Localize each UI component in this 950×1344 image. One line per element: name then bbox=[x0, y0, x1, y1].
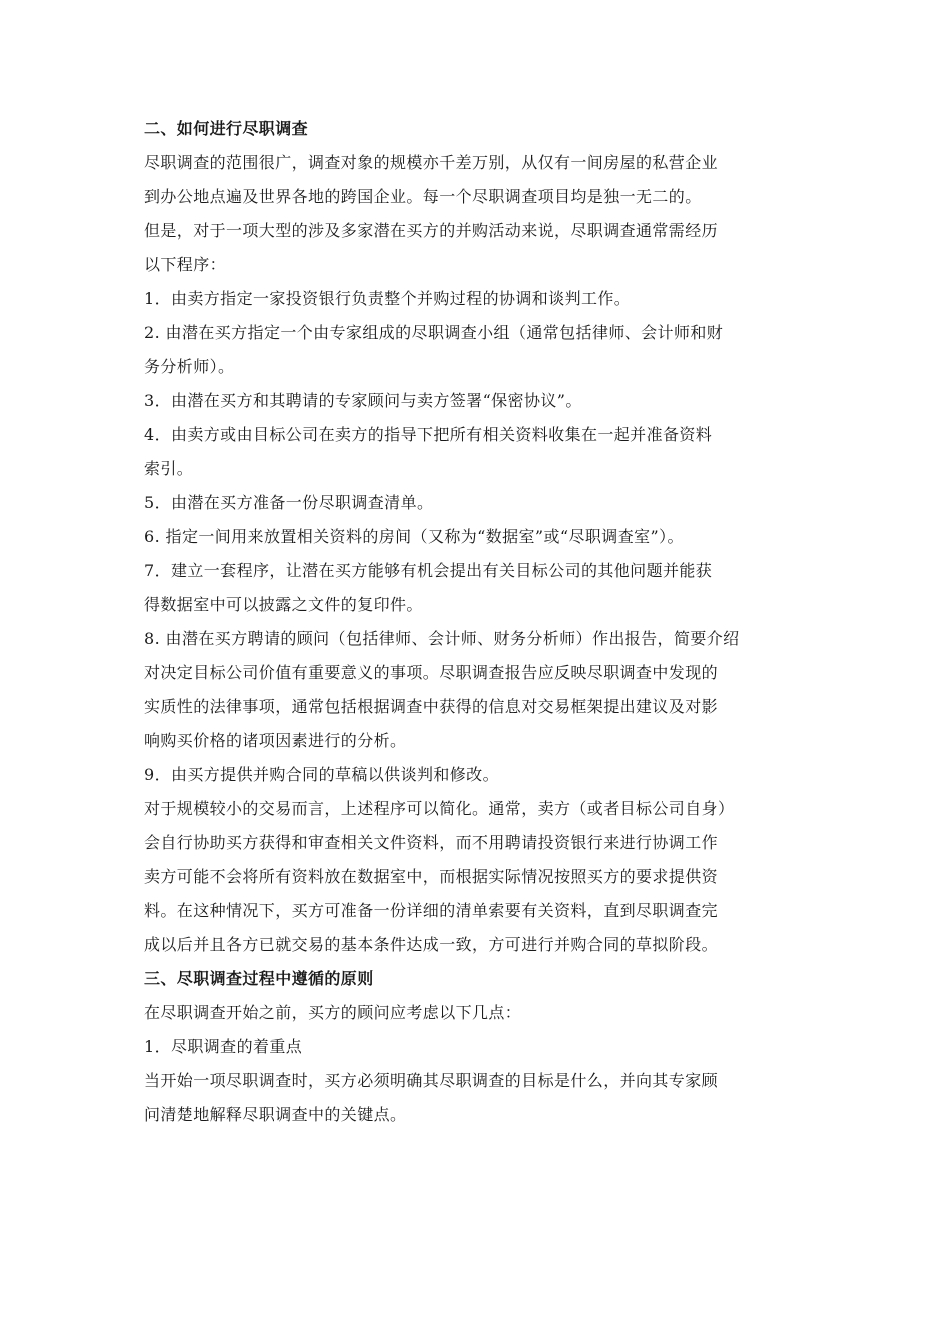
procedure-step-6 bbox=[144, 520, 806, 554]
section-3-intro: 在尽职调查开始之前，买方的顾问应考虑以下几点： bbox=[144, 1003, 522, 1022]
procedure-step-4 bbox=[144, 418, 806, 486]
procedure-step-2 bbox=[144, 316, 806, 384]
paragraph-line: 料。在这种情况下，买方可准备一份详细的清单索要有关资料，直到尽职调查完 bbox=[144, 901, 719, 920]
paragraph-line: 实质性的法律事项，通常包括根据调查中获得的信息对交易框架提出建议及对影 bbox=[144, 697, 719, 716]
paragraph-line: 响购买价格的诸项因素进行的分析。 bbox=[144, 731, 407, 750]
paragraph-line: 问清楚地解释尽职调查中的关键点。 bbox=[144, 1105, 407, 1124]
paragraph-line: 务分析师）。 bbox=[144, 357, 235, 376]
document-page bbox=[144, 112, 806, 1132]
point-1-title: 1．尽职调查的着重点 bbox=[144, 1037, 303, 1056]
paragraph-line: 尽职调查的范围很广，调查对象的规模亦千差万别，从仅有一间房屋的私营企业 bbox=[144, 153, 719, 172]
paragraph-line: 8. 由潜在买方聘请的顾问（包括律师、会计师、财务分析师）作出报告，简要介绍 bbox=[144, 629, 740, 648]
paragraph-line: 索引。 bbox=[144, 459, 194, 478]
paragraph-line: 但是，对于一项大型的涉及多家潜在买方的并购活动来说，尽职调查通常需经历 bbox=[144, 221, 719, 240]
procedure-list bbox=[144, 282, 806, 792]
point-1-body bbox=[144, 1064, 806, 1132]
procedure-step-9 bbox=[144, 758, 806, 792]
procedure-step-8 bbox=[144, 622, 806, 758]
paragraph-line: 得数据室中可以披露之文件的复印件。 bbox=[144, 595, 423, 614]
paragraph-line: 2. 由潜在买方指定一个由专家组成的尽职调查小组（通常包括律师、会计师和财 bbox=[144, 323, 724, 342]
paragraph-line: 以下程序： bbox=[144, 255, 227, 274]
section-2-closing bbox=[144, 792, 806, 962]
paragraph-line: 7．建立一套程序，让潜在买方能够有机会提出有关目标公司的其他问题并能获 bbox=[144, 561, 713, 580]
paragraph-line: 1．由卖方指定一家投资银行负责整个并购过程的协调和谈判工作。 bbox=[144, 289, 631, 308]
paragraph-line: 成以后并且各方已就交易的基本条件达成一致，方可进行并购合同的草拟阶段。 bbox=[144, 935, 719, 954]
procedure-step-5 bbox=[144, 486, 806, 520]
section-3-heading: 三、尽职调查过程中遵循的原则 bbox=[144, 969, 374, 988]
procedure-step-7 bbox=[144, 554, 806, 622]
section-2-heading: 二、如何进行尽职调查 bbox=[144, 119, 309, 138]
procedure-step-1 bbox=[144, 282, 806, 316]
paragraph-line: 9．由买方提供并购合同的草稿以供谈判和修改。 bbox=[144, 765, 499, 784]
paragraph-line: 当开始一项尽职调查时，买方必须明确其尽职调查的目标是什么，并向其专家顾 bbox=[144, 1071, 719, 1090]
procedure-step-3 bbox=[144, 384, 806, 418]
paragraph-line: 6. 指定一间用来放置相关资料的房间（又称为“数据室”或“尽职调查室”）。 bbox=[144, 527, 684, 546]
paragraph-line: 4．由卖方或由目标公司在卖方的指导下把所有相关资料收集在一起并准备资料 bbox=[144, 425, 713, 444]
paragraph-line: 到办公地点遍及世界各地的跨国企业。每一个尽职调查项目均是独一无二的。 bbox=[144, 187, 702, 206]
paragraph-line: 对于规模较小的交易而言，上述程序可以简化。通常，卖方（或者目标公司自身） bbox=[144, 799, 735, 818]
paragraph-line: 卖方可能不会将所有资料放在数据室中，而根据实际情况按照买方的要求提供资 bbox=[144, 867, 719, 886]
paragraph-line: 3．由潜在买方和其聘请的专家顾问与卖方签署“保密协议”。 bbox=[144, 391, 582, 410]
section-2-intro bbox=[144, 146, 806, 282]
paragraph-line: 5．由潜在买方准备一份尽职调查清单。 bbox=[144, 493, 434, 512]
paragraph-line: 会自行协助买方获得和审查相关文件资料，而不用聘请投资银行来进行协调工作 bbox=[144, 833, 719, 852]
paragraph-line: 对决定目标公司价值有重要意义的事项。尽职调查报告应反映尽职调查中发现的 bbox=[144, 663, 719, 682]
